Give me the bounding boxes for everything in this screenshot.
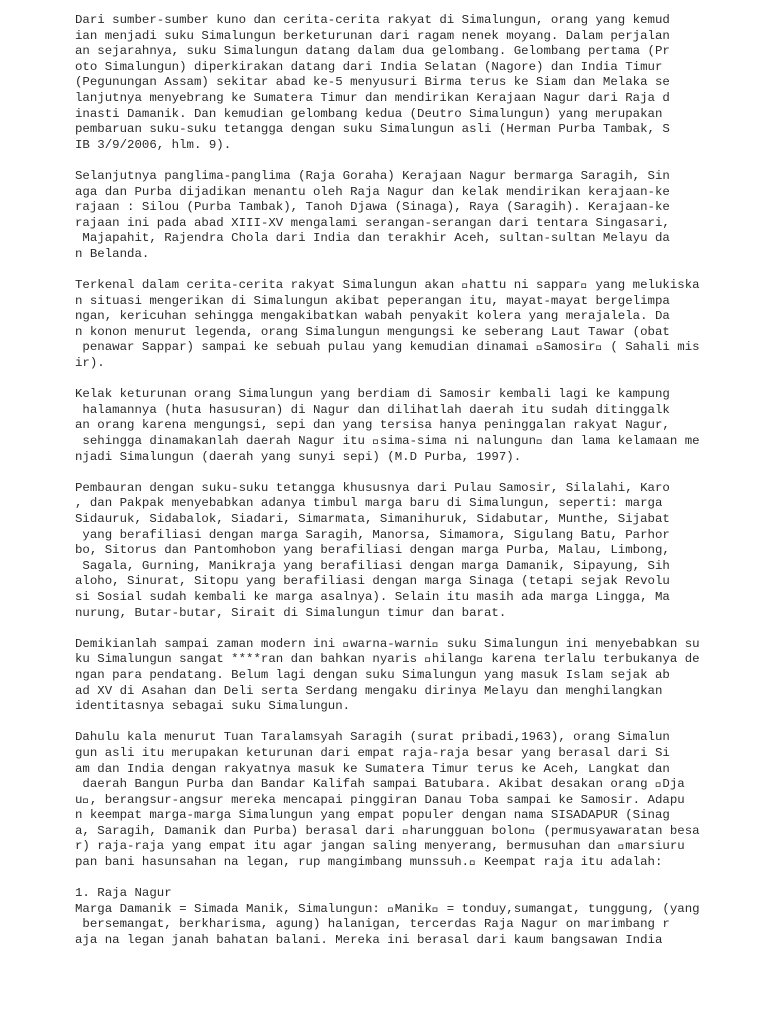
text-line: am dan India dengan rakyatnya masuk ke Sumatera Timur terus ke Aceh, Langkat dan xyxy=(75,761,670,776)
text-line: (Pegunungan Assam) sekitar abad ke-5 menyusuri Birma terus ke Siam dan Melaka se xyxy=(75,75,670,90)
text-line: identitasnya sebagai suku Simalungun. xyxy=(75,699,351,714)
text-line: sehingga dinamakanlah daerah Nagur itu sima-sima ni nalungun dan lama kelamaan me xyxy=(75,434,700,449)
text-line: n keempat marga-marga Simalungun yang empat populer dengan nama SISADAPUR (Sinag xyxy=(75,808,670,823)
text-line: daerah Bangun Purba dan Bandar Kalifah sampai Batubara. Akibat desakan orang Dja xyxy=(75,777,685,792)
text-line: a, Saragih, Damanik dan Purba) berasal dari harungguan bolon (permusyawaratan besa xyxy=(75,823,700,838)
text-line: ian menjadi suku Simalungun berketurunan dari ragam nenek moyang. Dalam perjalan xyxy=(75,28,670,43)
text-line: an sejarahnya, suku Simalungun datang dalam dua gelombang. Gelombang pertama (Pr xyxy=(75,44,670,59)
text-line: Marga Damanik = Simada Manik, Simalungun: Manik = tonduy,sumangat, tunggung, (yang xyxy=(75,901,700,916)
text-line: lanjutnya menyebrang ke Sumatera Timur dan mendirikan Kerajaan Nagur dari Raja d xyxy=(75,90,670,105)
paragraph xyxy=(75,387,735,465)
text-line: u , berangsur-angsur mereka mencapai pinggiran Danau Toba sampai ke Samosir. Adapu xyxy=(75,792,685,807)
text-line: Terkenal dalam cerita-cerita rakyat Simalungun akan hattu ni sappar yang melukiska xyxy=(75,278,700,293)
text-line: ir). xyxy=(75,356,105,371)
paragraph xyxy=(75,169,735,263)
text-line: Kelak keturunan orang Simalungun yang berdiam di Samosir kembali lagi ke kampung xyxy=(75,387,670,402)
paragraph xyxy=(75,886,735,948)
text-line: Selanjutnya panglima-panglima (Raja Goraha) Kerajaan Nagur bermarga Saragih, Sin xyxy=(75,168,670,183)
text-line: 1. Raja Nagur xyxy=(75,886,172,901)
text-line: si Sosial sudah kembali ke marga asalnya). Selain itu masih ada marga Lingga, Ma xyxy=(75,589,670,604)
text-line: gun asli itu merupakan keturunan dari empat raja-raja besar yang berasal dari Si xyxy=(75,745,670,760)
text-line: Majapahit, Rajendra Chola dari India dan terakhir Aceh, sultan-sultan Melayu da xyxy=(75,231,670,246)
text-line: pembaruan suku-suku tetangga dengan suku Simalungun asli (Herman Purba Tambak, S xyxy=(75,122,670,137)
text-line: yang berafiliasi dengan marga Saragih, Manorsa, Simamora, Sigulang Batu, Parhor xyxy=(75,527,670,542)
text-line: Sagala, Gurning, Manikraja yang berafiliasi dengan marga Damanik, Sipayung, Sih xyxy=(75,558,670,573)
text-line: r) raja-raja yang empat itu agar jangan saling menyerang, bermusuhan dan marsiuru xyxy=(75,839,685,854)
text-line: Dari sumber-sumber kuno dan cerita-cerita rakyat di Simalungun, orang yang kemud xyxy=(75,13,670,27)
text-line: bo, Sitorus dan Pantomhobon yang berafiliasi dengan marga Purba, Malau, Limbong, xyxy=(75,543,670,558)
text-line: Dahulu kala menurut Tuan Taralamsyah Saragih (surat pribadi,1963), orang Simalun xyxy=(75,730,670,745)
text-line: Sidauruk, Sidabalok, Siadari, Simarmata, Simanihuruk, Sidabutar, Munthe, Sijabat xyxy=(75,512,670,526)
text-line: inasti Damanik. Dan kemudian gelombang kedua (Deutro Simalungun) yang merupakan xyxy=(75,106,663,121)
paragraph xyxy=(75,730,735,870)
document-page xyxy=(75,13,735,964)
text-line: rajaan ini pada abad XIII-XV mengalami serangan-serangan dari tentara Singasari, xyxy=(75,215,670,230)
text-line: nurung, Butar-butar, Sirait di Simalungun timur dan barat. xyxy=(75,605,507,620)
text-line: halamannya (huta hasusuran) di Nagur dan dilihatlah daerah itu sudah ditinggalk xyxy=(75,402,670,417)
text-line: aga dan Purba dijadikan menantu oleh Raja Nagur dan kelak mendirikan kerajaan-ke xyxy=(75,184,670,199)
paragraph xyxy=(75,637,735,715)
text-line: bersemangat, berkharisma, agung) halanigan, tercerdas Raja Nagur on marimbang r xyxy=(75,917,670,932)
text-line: n konon menurut legenda, orang Simalungun mengungsi ke seberang Laut Tawar (obat xyxy=(75,324,670,339)
text-line: , dan Pakpak menyebabkan adanya timbul marga baru di Simalungun, seperti: marga xyxy=(75,496,663,511)
text-line: ad XV di Asahan dan Deli serta Serdang mengaku dirinya Melayu dan menghilangkan xyxy=(75,683,663,698)
text-line: rajaan : Silou (Purba Tambak), Tanoh Djawa (Sinaga), Raya (Saragih). Kerajaan-ke xyxy=(75,200,670,215)
text-line: penawar Sappar) sampai ke sebuah pulau yang kemudian dinamai Samosir ( Sahali mis xyxy=(75,340,700,355)
text-line: njadi Simalungun (daerah yang sunyi sepi) (M.D Purba, 1997). xyxy=(75,449,522,464)
text-line: aloho, Sinurat, Sitopu yang berafiliasi dengan marga Sinaga (tetapi sejak Revolu xyxy=(75,574,670,589)
text-line: ku Simalungun sangat ****ran dan bahkan nyaris hilang karena terlalu terbukanya de xyxy=(75,652,700,667)
text-line: Pembauran dengan suku-suku tetangga khususnya dari Pulau Samosir, Silalahi, Karo xyxy=(75,480,670,495)
text-line: Demikianlah sampai zaman modern ini warna-warni suku Simalungun ini menyebabkan su xyxy=(75,636,700,651)
paragraph xyxy=(75,481,735,621)
paragraph xyxy=(75,13,735,153)
text-line: an orang karena mengungsi, sepi dan yang tersisa hanya peninggalan rakyat Nagur, xyxy=(75,418,670,433)
text-line: ngan, kericuhan sehingga mengakibatkan wabah penyakit kolera yang merajalela. Da xyxy=(75,309,670,324)
text-line: n situasi mengerikan di Simalungun akibat peperangan itu, mayat-mayat bergelimpa xyxy=(75,293,670,308)
text-line: ngan para pendatang. Belum lagi dengan suku Simalungun yang masuk Islam sejak ab xyxy=(75,667,670,682)
text-line: n Belanda. xyxy=(75,246,150,261)
paragraph xyxy=(75,278,735,372)
text-line: IB 3/9/2006, hlm. 9). xyxy=(75,137,232,152)
text-line: aja na legan janah bahatan balani. Mereka ini berasal dari kaum bangsawan India xyxy=(75,933,663,948)
text-line: oto Simalungun) diperkirakan datang dari India Selatan (Nagore) dan India Timur xyxy=(75,59,663,74)
text-line: pan bani hasunsahan na legan, rup mangimbang munssuh. Keempat raja itu adalah: xyxy=(75,855,663,870)
